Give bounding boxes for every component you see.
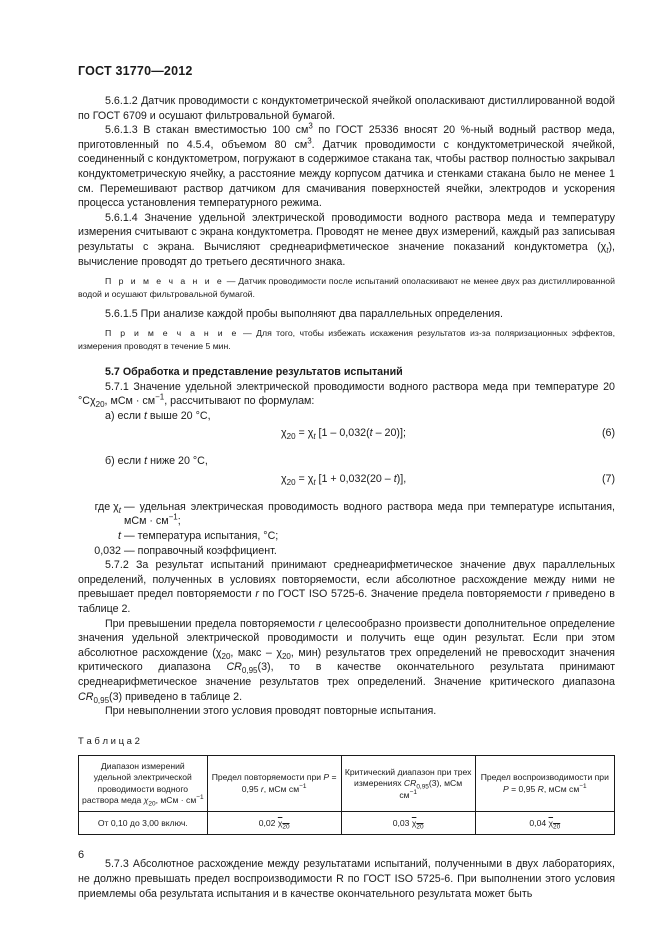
paragraph-repeat-tests: При невыполнении этого условия проводят повторные испытания. — [105, 705, 437, 718]
paragraph-5-6-1-5: 5.6.1.5 При анализе каждой пробы выполняют два параллельных определения. — [105, 307, 504, 320]
table-2 — [78, 755, 615, 835]
formula-7 — [78, 472, 615, 488]
formula-6-number: (6) — [601, 427, 615, 440]
paragraph-5-6-1-2: 5.6.1.2 Датчик проводимости с кондуктометрической ячейкой ополаскивают дистиллированной водой по ГОСТ 6709 и осушают фильтровальной бумагой. — [78, 95, 615, 122]
where-label-coefficient: 0,032 — [94, 544, 121, 557]
case-a: а) если t выше 20 °С, — [105, 409, 211, 422]
table-2-cell-reproducibility: 0,04 $\chi_{20}$ — [475, 812, 614, 835]
table-row — [79, 812, 615, 835]
note-1: П р и м е ч а н и е — Датчик проводимости после испытаний ополаскивают не менее двух раз дистиллированной водой и осушают фильтровальной бумагой. — [78, 276, 615, 299]
paragraph-5-7-1: 5.7.1 Значение удельной электрической проводимости водного раствора меда при температуре 20 $^\circ С\chi_{20}$, мСм · $см^{-1}$, рассчитывают по формулам: — [78, 380, 615, 410]
note-2: П р и м е ч а н и е — Для того, чтобы избежать искажения результатов из-за поляризационных эффектов, измерения проводят в течение 5 мин. — [78, 328, 615, 352]
table-2-cell-range: От 0,10 до 3,00 включ. — [79, 812, 208, 835]
table-2-header-reproducibility: Предел воспроизводимости при P = 0,95 R, мСм $см^{-1}$ — [475, 756, 614, 812]
symbol-explanations — [78, 500, 615, 558]
standard-header: ГОСТ 31770—2012 — [78, 64, 193, 78]
table-2-header-repeatability: Предел повторяемости при P = 0,95 r, мСм $см^{-1}$ — [207, 756, 341, 812]
formula-6 — [78, 426, 615, 442]
table-2-cell-repeatability: 0,02 $\chi_{20}$ — [207, 812, 341, 835]
table-2-header-row — [79, 756, 615, 812]
page-number: 6 — [78, 849, 85, 861]
case-b: б) если t ниже 20 °С, — [105, 455, 208, 468]
where-text-coefficient: — поправочный коэффициент. — [124, 544, 277, 557]
paragraph-5-7-2: 5.7.2 За результат испытаний принимают среднеарифметическое значение двух параллельных определений, полученных в условиях повторяемости, если абсолютное расхождение между ними не превышает предел повторяемости r по ГОСТ ISO 5725-6. Значение предела повторяемости r приведено в таблице 2. — [78, 559, 615, 616]
paragraph-5-7-3: 5.7.3 Абсолютное расхождение между результатами испытаний, полученными в двух лабораториях, не должно превышать предел воспроизводимости R по ГОСТ ISO 5725-6. При выполнении этого условия приемлемы оба результата испытания и в качестве окончательного результата может быть — [78, 858, 615, 900]
paragraph-5-6-1-4: 5.6.1.4 Значение удельной электрической проводимости водного раствора меда и температуру измерения считывают с экрана кондуктометра. Проводят не менее двух измерений, каждый раз записывая результаты с экрана. Вычисляют среднеарифметическое значение показаний кондуктометра $(\chi_t)$, вычисление проводят до третьего десятичного знака. — [78, 211, 615, 268]
table-2-caption: Т а б л и ц а 2 — [78, 735, 140, 747]
where-text-t: — температура испытания, °С; — [124, 530, 279, 543]
table-2-header-critical-range: Критический диапазон при трех измерениях $CR_{0,95}(3)$, мСм $см^{-1}$ — [341, 756, 475, 812]
formula-6-expression: $\chi_{20} = \chi_t$ [1 – 0,032(t – 20)]; — [281, 427, 406, 442]
where-text-chi-t: — удельная электрическая проводимость водного раствора меда при температуре испытания, мСм · $см^{-1}$; — [124, 500, 615, 528]
where-label-t: t — [118, 530, 121, 543]
page-body — [78, 94, 615, 901]
where-label-chi-t: где $\chi_t$ — [94, 500, 121, 516]
formula-7-expression: $\chi_{20} = \chi_t$ [1 + 0,032(20 – t)], — [281, 472, 407, 488]
table-2-header-range: Диапазон измерений удельной электрической проводимости водного раствора меда $\chi_{20}$, мСм · $см^{-1}$ — [79, 756, 208, 812]
section-heading-5-7: 5.7 Обработка и представление результатов испытаний — [105, 365, 403, 378]
table-2-cell-critical-range: 0,03 $\chi_{20}$ — [341, 812, 475, 835]
paragraph-5-6-1-3: 5.6.1.3 В стакан вместимостью 100 $см^3$ по ГОСТ 25336 вносят 20 %-ный водный раствор меда, приготовленный по 4.5.4, объемом 80 $см^3$. Датчик проводимости с кондуктометрической ячейкой, соединенный с кондуктометром, погружают в содержимое стакана так, чтобы раствор полностью закрывал кондуктометрическую ячейку, а расстояние между корпусом датчика и стенками стакана было не менее 1 см. Перемешивают раствор датчиком для смачивания поверхностей ячейки, электродов и ускорения процесса установления температурного режима. — [78, 121, 615, 210]
paragraph-repeatability-exceeded: При превышении предела повторяемости r целесообразно произвести дополнительное определение значения удельной электрической проводимости и получить еще один результат. Если при этом абсолютное расхождение ($\chi_{20}$, макс – $\chi_{20}$, мин) результатов трех определений не превосходит значения критического диапазона $CR_{0,95}(3)$, то в качестве окончательного результата принимают среднеарифметическое значение результатов трех определений. Значение критического диапазона $CR_{0,95}(3)$ приведено в таблице 2. — [78, 617, 615, 705]
formula-7-number: (7) — [601, 472, 615, 485]
